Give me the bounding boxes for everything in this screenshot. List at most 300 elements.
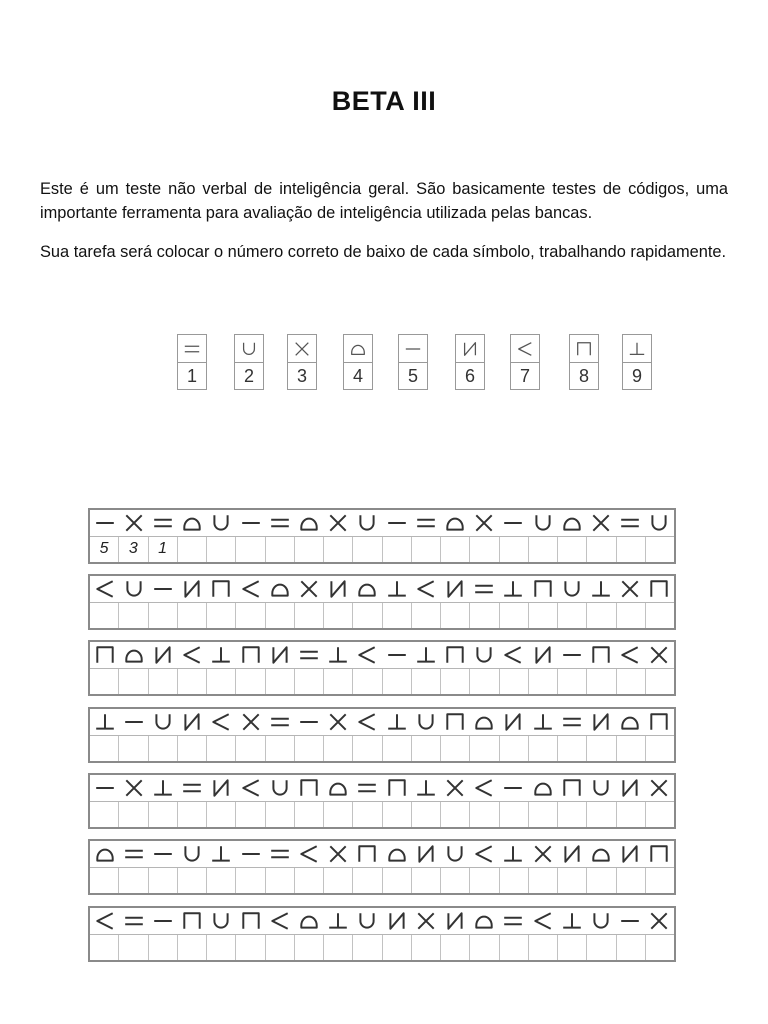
- perp-symbol-icon: [586, 576, 615, 602]
- n-reverse-symbol-icon: [616, 775, 645, 801]
- dash-symbol-icon: [382, 510, 411, 536]
- answer-cell[interactable]: [412, 669, 441, 695]
- answer-cell[interactable]: [529, 669, 558, 695]
- answer-cell[interactable]: [383, 669, 412, 695]
- answer-cell[interactable]: [178, 802, 207, 828]
- answer-cell[interactable]: [353, 537, 382, 563]
- answer-cell[interactable]: [646, 669, 674, 695]
- n-reverse-symbol-icon: [382, 908, 411, 934]
- times-symbol-icon: [645, 908, 674, 934]
- cap-symbol-icon: [645, 576, 674, 602]
- answer-cell[interactable]: [353, 802, 382, 828]
- answer-cell[interactable]: [119, 802, 148, 828]
- answer-cell[interactable]: [500, 802, 529, 828]
- answer-cell[interactable]: [646, 603, 674, 629]
- dome-symbol-icon: [440, 510, 469, 536]
- dome-symbol-icon: [586, 841, 615, 867]
- dash-symbol-icon: [90, 775, 119, 801]
- n-reverse-symbol-icon: [440, 576, 469, 602]
- answer-cell[interactable]: [207, 537, 236, 563]
- answer-cell[interactable]: [412, 537, 441, 563]
- answer-cell[interactable]: [178, 537, 207, 563]
- answer-cell[interactable]: [90, 669, 119, 695]
- n-reverse-symbol-icon: [411, 841, 440, 867]
- less-than-symbol-icon: [516, 340, 534, 358]
- answer-cell[interactable]: [324, 802, 353, 828]
- answer-cell[interactable]: [529, 603, 558, 629]
- cap-symbol-icon: [90, 642, 119, 668]
- answer-cell[interactable]: [90, 736, 119, 762]
- answer-cell[interactable]: [558, 603, 587, 629]
- answer-cell[interactable]: [617, 537, 646, 563]
- intro-paragraph: Este é um teste não verbal de inteligência geral. São basicamente testes de códigos, uma importante ferramenta para avaliação de inteligência utilizada pelas bancas.: [40, 180, 728, 222]
- key-number: 8: [578, 366, 589, 386]
- answer-cell[interactable]: [295, 669, 324, 695]
- key-pair-7: [510, 334, 540, 390]
- key-pair-9: [622, 334, 652, 390]
- answer-cell[interactable]: [324, 669, 353, 695]
- answer-line: [90, 603, 674, 629]
- dome-symbol-icon: [470, 709, 499, 735]
- n-reverse-symbol-icon: [440, 908, 469, 934]
- cup-symbol-icon: [178, 841, 207, 867]
- less-than-symbol-icon: [499, 642, 528, 668]
- answer-cell[interactable]: [587, 537, 616, 563]
- perp-symbol-icon: [382, 709, 411, 735]
- equals-symbol-icon: [294, 642, 323, 668]
- equals-symbol-icon: [148, 510, 177, 536]
- answer-cell[interactable]: [324, 537, 353, 563]
- answer-line: [90, 935, 674, 961]
- dash-symbol-icon: [294, 709, 323, 735]
- dome-symbol-icon: [557, 510, 586, 536]
- answer-cell[interactable]: [617, 802, 646, 828]
- less-than-symbol-icon: [236, 775, 265, 801]
- equals-symbol-icon: [265, 709, 294, 735]
- answer-cell[interactable]: [119, 868, 148, 894]
- answer-cell[interactable]: [500, 935, 529, 961]
- key-number: 9: [631, 366, 642, 386]
- times-symbol-icon: [293, 340, 311, 358]
- less-than-symbol-icon: [470, 775, 499, 801]
- dome-symbol-icon: [382, 841, 411, 867]
- key-number: 5: [407, 366, 418, 386]
- answer-cell[interactable]: [295, 736, 324, 762]
- perp-symbol-icon: [207, 841, 236, 867]
- cup-symbol-icon: [586, 775, 615, 801]
- answer-cell[interactable]: [441, 736, 470, 762]
- answer-line: [90, 669, 674, 695]
- key-pair-3: [287, 334, 317, 390]
- answer-cell[interactable]: [558, 736, 587, 762]
- perp-symbol-icon: [628, 340, 646, 358]
- answer-cell[interactable]: [529, 736, 558, 762]
- answer-cell[interactable]: [646, 736, 674, 762]
- cap-symbol-icon: [353, 841, 382, 867]
- symbol-key: [177, 334, 653, 392]
- answer-cell[interactable]: [383, 537, 412, 563]
- test-row-2: [88, 574, 676, 630]
- less-than-symbol-icon: [528, 908, 557, 934]
- answer-cell[interactable]: [412, 868, 441, 894]
- equals-symbol-icon: [265, 510, 294, 536]
- answer-cell[interactable]: [266, 802, 295, 828]
- answer-cell[interactable]: [470, 669, 499, 695]
- answer-cell[interactable]: [412, 935, 441, 961]
- test-row-5: [88, 773, 676, 829]
- answer-cell[interactable]: [266, 736, 295, 762]
- answer-cell[interactable]: [470, 736, 499, 762]
- answer-cell[interactable]: [178, 603, 207, 629]
- dash-symbol-icon: [499, 510, 528, 536]
- key-number: 4: [352, 366, 363, 386]
- perp-symbol-icon: [411, 642, 440, 668]
- answer-cell[interactable]: [266, 603, 295, 629]
- answer-cell[interactable]: [295, 935, 324, 961]
- answer-cell[interactable]: [441, 537, 470, 563]
- test-row-3: [88, 640, 676, 696]
- answer-cell[interactable]: [119, 736, 148, 762]
- answer-cell[interactable]: [324, 868, 353, 894]
- answer-cell[interactable]: [90, 603, 119, 629]
- perp-symbol-icon: [324, 642, 353, 668]
- n-reverse-symbol-icon: [265, 642, 294, 668]
- key-number: 6: [464, 366, 475, 386]
- answer-line: [90, 868, 674, 894]
- answer-cell[interactable]: [266, 669, 295, 695]
- test-row-7: [88, 906, 676, 962]
- equals-symbol-icon: [470, 576, 499, 602]
- answer-cell[interactable]: [353, 935, 382, 961]
- cup-symbol-icon: [265, 775, 294, 801]
- answer-cell[interactable]: [207, 868, 236, 894]
- answer-cell[interactable]: [617, 935, 646, 961]
- cap-symbol-icon: [382, 775, 411, 801]
- dash-symbol-icon: [404, 340, 422, 358]
- answer-cell[interactable]: 5: [90, 537, 119, 563]
- answer-cell[interactable]: [646, 868, 674, 894]
- dash-symbol-icon: [119, 709, 148, 735]
- equals-symbol-icon: [119, 841, 148, 867]
- symbol-line: [90, 841, 674, 868]
- answer-cell[interactable]: [90, 802, 119, 828]
- perp-symbol-icon: [528, 709, 557, 735]
- cap-symbol-icon: [645, 841, 674, 867]
- cap-symbol-icon: [236, 908, 265, 934]
- answer-cell[interactable]: [441, 935, 470, 961]
- equals-symbol-icon: [119, 908, 148, 934]
- answer-cell[interactable]: [383, 802, 412, 828]
- answer-cell[interactable]: 1: [149, 537, 178, 563]
- cup-symbol-icon: [645, 510, 674, 536]
- answer-cell[interactable]: [558, 802, 587, 828]
- answer-cell[interactable]: 3: [119, 537, 148, 563]
- perp-symbol-icon: [557, 908, 586, 934]
- answer-cell[interactable]: [529, 537, 558, 563]
- less-than-symbol-icon: [178, 642, 207, 668]
- answer-cell[interactable]: [412, 802, 441, 828]
- answer-cell[interactable]: [207, 603, 236, 629]
- cap-symbol-icon: [236, 642, 265, 668]
- answer-cell[interactable]: [441, 669, 470, 695]
- symbol-line: [90, 908, 674, 935]
- answer-cell[interactable]: [90, 868, 119, 894]
- answer-cell[interactable]: [236, 802, 265, 828]
- times-symbol-icon: [645, 775, 674, 801]
- answer-cell[interactable]: [646, 537, 674, 563]
- cap-symbol-icon: [207, 576, 236, 602]
- answer-cell[interactable]: [383, 868, 412, 894]
- answer-cell[interactable]: [353, 868, 382, 894]
- answer-cell[interactable]: [295, 537, 324, 563]
- answer-cell[interactable]: [236, 537, 265, 563]
- answer-cell[interactable]: [383, 935, 412, 961]
- answer-cell[interactable]: [207, 669, 236, 695]
- dome-symbol-icon: [119, 642, 148, 668]
- answer-cell[interactable]: [178, 935, 207, 961]
- answer-cell[interactable]: [412, 603, 441, 629]
- less-than-symbol-icon: [616, 642, 645, 668]
- answer-cell[interactable]: [441, 868, 470, 894]
- answer-cell[interactable]: [441, 802, 470, 828]
- perp-symbol-icon: [90, 709, 119, 735]
- dome-symbol-icon: [90, 841, 119, 867]
- cup-symbol-icon: [207, 908, 236, 934]
- answer-cell[interactable]: [149, 669, 178, 695]
- key-pair-4: [343, 334, 373, 390]
- answer-cell[interactable]: [500, 736, 529, 762]
- answer-cell[interactable]: [119, 603, 148, 629]
- answer-cell[interactable]: [617, 603, 646, 629]
- cup-symbol-icon: [353, 908, 382, 934]
- n-reverse-symbol-icon: [528, 642, 557, 668]
- answer-cell[interactable]: [470, 935, 499, 961]
- cap-symbol-icon: [440, 642, 469, 668]
- perp-symbol-icon: [324, 908, 353, 934]
- answer-cell[interactable]: [558, 669, 587, 695]
- answer-cell[interactable]: [324, 603, 353, 629]
- perp-symbol-icon: [382, 576, 411, 602]
- answer-cell[interactable]: [441, 603, 470, 629]
- answer-cell[interactable]: [324, 935, 353, 961]
- answer-cell[interactable]: [500, 537, 529, 563]
- answer-cell[interactable]: [207, 935, 236, 961]
- answer-cell[interactable]: [617, 868, 646, 894]
- answer-cell[interactable]: [149, 802, 178, 828]
- cup-symbol-icon: [148, 709, 177, 735]
- times-symbol-icon: [324, 841, 353, 867]
- dome-symbol-icon: [294, 510, 323, 536]
- less-than-symbol-icon: [294, 841, 323, 867]
- answer-cell[interactable]: [558, 537, 587, 563]
- answer-cell[interactable]: [324, 736, 353, 762]
- cap-symbol-icon: [645, 709, 674, 735]
- dome-symbol-icon: [616, 709, 645, 735]
- equals-symbol-icon: [499, 908, 528, 934]
- dome-symbol-icon: [324, 775, 353, 801]
- answer-cell[interactable]: [500, 603, 529, 629]
- cup-symbol-icon: [240, 340, 258, 358]
- answer-line: [90, 736, 674, 762]
- perp-symbol-icon: [148, 775, 177, 801]
- answer-cell[interactable]: [178, 736, 207, 762]
- less-than-symbol-icon: [470, 841, 499, 867]
- times-symbol-icon: [645, 642, 674, 668]
- answer-cell[interactable]: [412, 736, 441, 762]
- answer-cell[interactable]: [617, 669, 646, 695]
- answer-cell[interactable]: [529, 868, 558, 894]
- key-number: 2: [243, 366, 254, 386]
- answer-cell[interactable]: [119, 669, 148, 695]
- answer-cell[interactable]: [500, 868, 529, 894]
- cap-symbol-icon: [178, 908, 207, 934]
- answer-cell[interactable]: [178, 669, 207, 695]
- answer-cell[interactable]: [207, 802, 236, 828]
- n-reverse-symbol-icon: [207, 775, 236, 801]
- answer-cell[interactable]: [646, 802, 674, 828]
- answer-cell[interactable]: [470, 868, 499, 894]
- cup-symbol-icon: [353, 510, 382, 536]
- answer-cell[interactable]: [236, 935, 265, 961]
- times-symbol-icon: [528, 841, 557, 867]
- answer-cell[interactable]: [149, 868, 178, 894]
- symbol-line: [90, 510, 674, 537]
- key-pair-6: [455, 334, 485, 390]
- cap-symbol-icon: [575, 340, 593, 358]
- perp-symbol-icon: [411, 775, 440, 801]
- symbol-line: [90, 775, 674, 802]
- dash-symbol-icon: [236, 510, 265, 536]
- times-symbol-icon: [294, 576, 323, 602]
- less-than-symbol-icon: [207, 709, 236, 735]
- answer-line: [90, 802, 674, 828]
- answer-cell[interactable]: [646, 935, 674, 961]
- cup-symbol-icon: [528, 510, 557, 536]
- answer-cell[interactable]: [470, 603, 499, 629]
- answer-cell[interactable]: [266, 537, 295, 563]
- less-than-symbol-icon: [411, 576, 440, 602]
- cap-symbol-icon: [294, 775, 323, 801]
- answer-cell[interactable]: [353, 603, 382, 629]
- dome-symbol-icon: [349, 340, 367, 358]
- dash-symbol-icon: [148, 908, 177, 934]
- answer-cell[interactable]: [149, 736, 178, 762]
- times-symbol-icon: [470, 510, 499, 536]
- times-symbol-icon: [411, 908, 440, 934]
- answer-cell[interactable]: [266, 935, 295, 961]
- answer-cell[interactable]: [587, 736, 616, 762]
- answer-cell[interactable]: [295, 603, 324, 629]
- symbol-line: [90, 576, 674, 603]
- cup-symbol-icon: [411, 709, 440, 735]
- cap-symbol-icon: [528, 576, 557, 602]
- answer-cell[interactable]: [353, 669, 382, 695]
- dash-symbol-icon: [499, 775, 528, 801]
- symbol-line: [90, 709, 674, 736]
- answer-cell[interactable]: [587, 802, 616, 828]
- times-symbol-icon: [586, 510, 615, 536]
- answer-cell[interactable]: [149, 935, 178, 961]
- perp-symbol-icon: [207, 642, 236, 668]
- answer-cell[interactable]: [558, 935, 587, 961]
- answer-cell[interactable]: [558, 868, 587, 894]
- answer-cell[interactable]: [587, 868, 616, 894]
- answer-cell[interactable]: [617, 736, 646, 762]
- cup-symbol-icon: [557, 576, 586, 602]
- n-reverse-symbol-icon: [586, 709, 615, 735]
- answer-cell[interactable]: [529, 935, 558, 961]
- answer-cell[interactable]: [470, 537, 499, 563]
- key-pair-1: [177, 334, 207, 390]
- answer-cell[interactable]: [587, 669, 616, 695]
- answer-cell[interactable]: [295, 802, 324, 828]
- answer-cell[interactable]: [178, 868, 207, 894]
- answer-cell[interactable]: [236, 669, 265, 695]
- equals-symbol-icon: [183, 340, 201, 358]
- equals-symbol-icon: [353, 775, 382, 801]
- times-symbol-icon: [119, 510, 148, 536]
- equals-symbol-icon: [265, 841, 294, 867]
- times-symbol-icon: [324, 709, 353, 735]
- cap-symbol-icon: [440, 709, 469, 735]
- cup-symbol-icon: [119, 576, 148, 602]
- perp-symbol-icon: [499, 841, 528, 867]
- answer-cell[interactable]: [266, 868, 295, 894]
- dash-symbol-icon: [236, 841, 265, 867]
- answer-cell[interactable]: [207, 736, 236, 762]
- answer-cell[interactable]: [149, 603, 178, 629]
- answer-cell[interactable]: [587, 935, 616, 961]
- cap-symbol-icon: [557, 775, 586, 801]
- cup-symbol-icon: [440, 841, 469, 867]
- perp-symbol-icon: [499, 576, 528, 602]
- equals-symbol-icon: [178, 775, 207, 801]
- equals-symbol-icon: [616, 510, 645, 536]
- n-reverse-symbol-icon: [324, 576, 353, 602]
- n-reverse-symbol-icon: [148, 642, 177, 668]
- answer-cell[interactable]: [383, 603, 412, 629]
- answer-cell[interactable]: [236, 868, 265, 894]
- test-row-6: [88, 839, 676, 895]
- answer-cell[interactable]: [529, 802, 558, 828]
- times-symbol-icon: [119, 775, 148, 801]
- answer-cell[interactable]: [587, 603, 616, 629]
- answer-cell[interactable]: [500, 669, 529, 695]
- dash-symbol-icon: [382, 642, 411, 668]
- page-title: BETA III: [331, 86, 437, 116]
- dash-symbol-icon: [148, 841, 177, 867]
- answer-cell[interactable]: [236, 603, 265, 629]
- answer-cell[interactable]: [295, 868, 324, 894]
- dash-symbol-icon: [90, 510, 119, 536]
- answer-cell[interactable]: [236, 736, 265, 762]
- answer-cell[interactable]: [119, 935, 148, 961]
- answer-cell[interactable]: [90, 935, 119, 961]
- answer-cell[interactable]: [383, 736, 412, 762]
- key-pair-2: [234, 334, 264, 390]
- key-number: 3: [296, 366, 307, 386]
- test-row-1: [88, 508, 676, 564]
- n-reverse-symbol-icon: [499, 709, 528, 735]
- answer-cell[interactable]: [470, 802, 499, 828]
- symbol-line: [90, 642, 674, 669]
- dome-symbol-icon: [294, 908, 323, 934]
- n-reverse-symbol-icon: [616, 841, 645, 867]
- test-row-4: [88, 707, 676, 763]
- times-symbol-icon: [440, 775, 469, 801]
- key-pair-8: [569, 334, 599, 390]
- answer-cell[interactable]: [353, 736, 382, 762]
